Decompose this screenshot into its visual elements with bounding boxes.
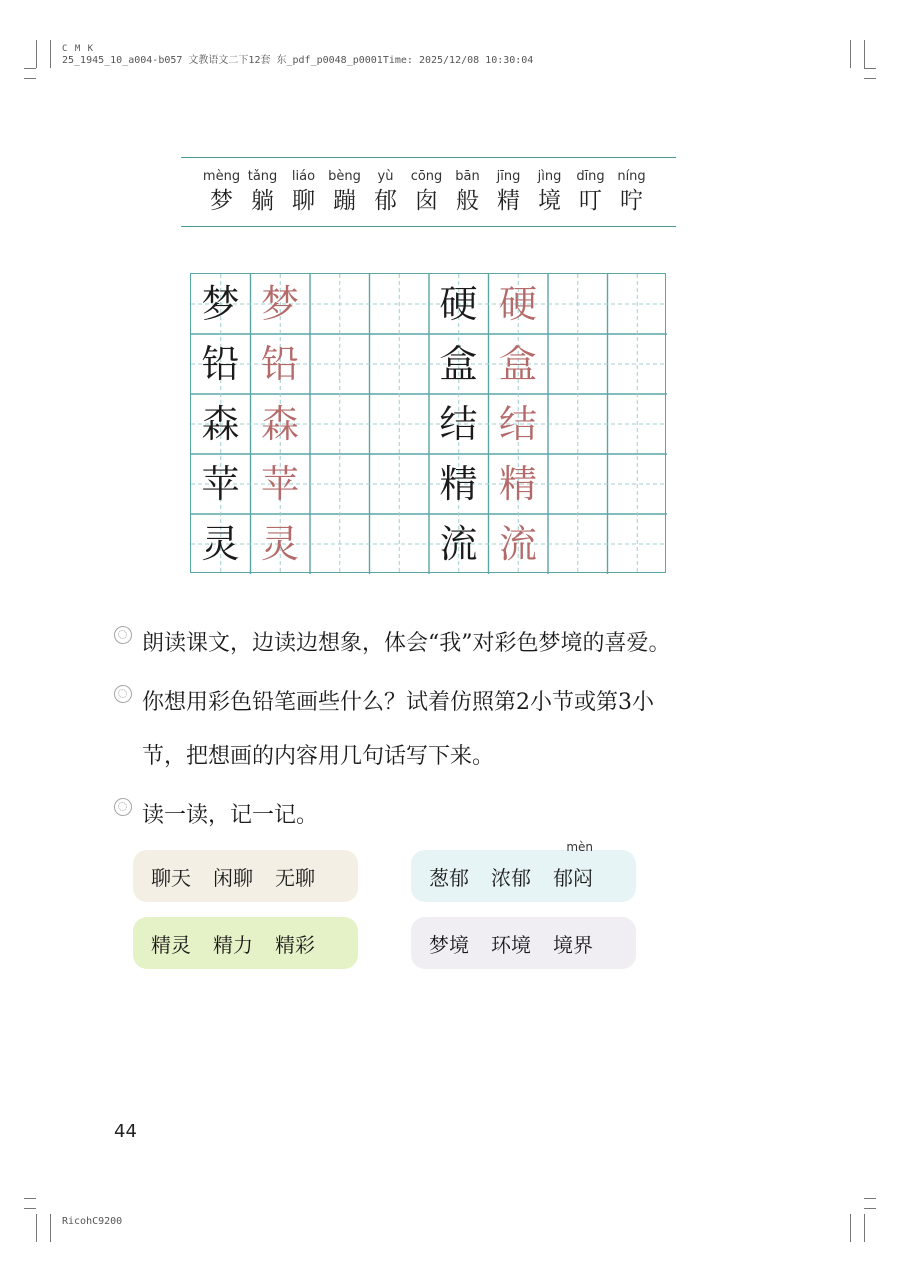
character: 郁 [374, 188, 397, 214]
pinyin: liáo [291, 169, 316, 184]
model-character: 精 [439, 462, 478, 506]
recognize-char [529, 168, 570, 216]
crop-mark [864, 78, 876, 79]
print-color-marks: C M K [62, 44, 95, 54]
crop-mark [36, 1214, 37, 1242]
word: 精彩 [275, 932, 315, 957]
pinyin: níng [617, 169, 646, 184]
pinyin: yù [377, 169, 394, 184]
word: 梦境 [429, 932, 469, 957]
trace-character: 硬 [498, 282, 537, 326]
crop-mark [24, 68, 36, 69]
printer-name: RicohC9200 [62, 1216, 123, 1227]
word: 境界 [553, 932, 593, 957]
crop-mark [24, 1198, 36, 1199]
exercise-3 [114, 789, 762, 843]
model-character: 盒 [439, 342, 478, 386]
crop-mark [864, 1208, 876, 1209]
crop-mark [50, 1214, 51, 1242]
word: 浓郁 [491, 865, 531, 890]
exercise-2-text: 你想用彩色铅笔画些什么？试着仿照第2小节或第3小 节，把想画的内容用几句话写下来。 [142, 690, 655, 769]
character: 叮 [579, 188, 602, 214]
trace-character: 精 [498, 462, 537, 506]
word: 精灵 [151, 932, 191, 957]
character: 梦 [210, 188, 233, 214]
pinyin: bèng [328, 169, 361, 184]
pinyin: jìng [537, 169, 562, 184]
model-character: 硬 [439, 282, 478, 326]
word: 闲聊 [213, 865, 253, 890]
crop-mark [864, 1214, 865, 1242]
model-character: 森 [201, 402, 240, 446]
recognize-characters-strip [181, 157, 676, 227]
crop-mark [850, 40, 851, 68]
crop-mark [24, 78, 36, 79]
flower-bullet-icon [114, 626, 132, 644]
crop-mark [50, 40, 51, 68]
flower-bullet-icon [114, 685, 132, 703]
character: 囱 [415, 188, 438, 214]
character: 躺 [251, 188, 274, 214]
writing-grid [190, 273, 666, 573]
recognize-char [570, 168, 611, 216]
trace-character: 苹 [260, 462, 299, 506]
word-group-2 [411, 839, 636, 902]
word: 环境 [491, 932, 531, 957]
character: 聊 [292, 188, 315, 214]
recognize-char [324, 168, 365, 216]
trace-character: 流 [498, 522, 537, 566]
recognize-char [201, 168, 242, 216]
recognize-char [488, 168, 529, 216]
character: 境 [538, 188, 561, 214]
word-group-1 [133, 850, 358, 902]
trace-character: 铅 [260, 342, 299, 386]
word-with-pinyin: mèn 郁闷 [553, 839, 593, 890]
exercise-1-text: 朗读课文，边读边想象，体会“我”对彩色梦境的喜爱。 [142, 631, 671, 656]
print-header [62, 44, 533, 68]
recognize-char [447, 168, 488, 216]
model-character: 灵 [201, 522, 240, 566]
trace-character: 森 [260, 402, 299, 446]
pinyin: mèng [202, 169, 241, 184]
page-number: 44 [114, 1121, 137, 1142]
recognize-char [283, 168, 324, 216]
crop-mark [864, 1198, 876, 1199]
pinyin: bān [455, 169, 480, 184]
word: 精力 [213, 932, 253, 957]
model-character: 苹 [201, 462, 240, 506]
word: 无聊 [275, 865, 315, 890]
model-character: 铅 [201, 342, 240, 386]
word: 聊天 [151, 865, 191, 890]
word-group-4 [411, 917, 636, 969]
character: 精 [497, 188, 520, 214]
trace-character: 灵 [260, 522, 299, 566]
exercise-2 [114, 676, 762, 784]
crop-mark [850, 1214, 851, 1242]
pinyin: cōng [410, 169, 443, 184]
model-character: 结 [439, 402, 478, 446]
model-character: 流 [439, 522, 478, 566]
word: 葱郁 [429, 865, 469, 890]
recognize-char [406, 168, 447, 216]
crop-mark [864, 40, 865, 68]
flower-bullet-icon [114, 798, 132, 816]
model-character: 梦 [201, 282, 240, 326]
recognize-char [365, 168, 406, 216]
trace-character: 梦 [260, 282, 299, 326]
crop-mark [36, 40, 37, 68]
pinyin: tǎng [247, 169, 278, 184]
character: 蹦 [333, 188, 356, 214]
crop-mark [24, 1208, 36, 1209]
trace-character: 结 [498, 402, 537, 446]
print-job-info: 25_1945_10_a004-b057 文教语文二下12套 东_pdf_p0048_p0001Time: 2025/12/08 10:30:04 [62, 55, 534, 66]
word-group-3 [133, 917, 358, 969]
pinyin-annotation: mèn [566, 839, 593, 854]
pinyin: dīng [576, 169, 605, 184]
character: 咛 [620, 188, 643, 214]
recognize-char [611, 168, 652, 216]
character: 般 [456, 188, 479, 214]
pinyin: jīng [496, 169, 521, 184]
exercise-3-text: 读一读，记一记。 [142, 803, 319, 828]
recognize-char [242, 168, 283, 216]
exercise-1 [114, 617, 762, 671]
strip-row [201, 168, 652, 216]
trace-character: 盒 [498, 342, 537, 386]
crop-mark [864, 68, 876, 69]
